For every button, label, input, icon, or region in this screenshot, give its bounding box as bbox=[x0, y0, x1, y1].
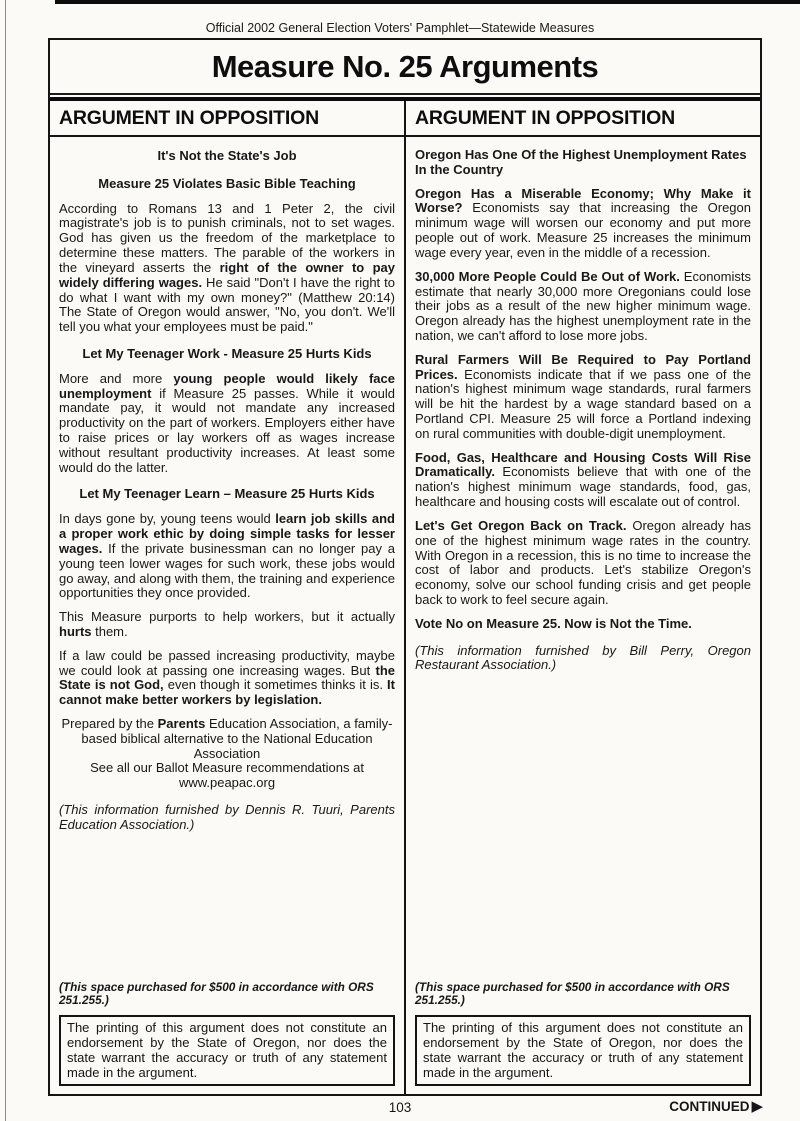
right-paragraph-rural-farmers bbox=[415, 353, 751, 442]
text-segment-bold: Let's Get Oregon Back on Track. bbox=[415, 517, 627, 533]
left-heading-teenager-learn: Let My Teenager Learn – Measure 25 Hurts Kids bbox=[79, 486, 375, 502]
text-segment-bold: Oregon Has a Miserable Economy; Why Make it Worse? bbox=[415, 185, 751, 216]
right-paragraph-miserable-economy bbox=[415, 187, 751, 261]
right-vote-no-line: Vote No on Measure 25. Now is Not the Time. bbox=[415, 615, 692, 631]
left-argument-header: ARGUMENT IN OPPOSITION bbox=[59, 107, 319, 129]
left-furnished-note: (This information furnished by Dennis R. Tuuri, Parents Education Association.) bbox=[59, 802, 395, 832]
left-heading-bible-teaching: Measure 25 Violates Basic Bible Teaching bbox=[98, 175, 356, 191]
text-segment: He said "Don't I have the right to do what I want with my own money?" (Matthew 20:14) The State of Oregon would answer, "No, you don't. We'll tell you what your employees must be paid." bbox=[59, 274, 395, 335]
continued-label: CONTINUED bbox=[669, 1099, 750, 1114]
text-segment-bold: hurts bbox=[59, 623, 92, 639]
text-segment: if Measure 25 passes. While it would mandate pay, it would not mandate any increased productivity on the part of workers. Employers either have to raise prices or lay workers off as wages increase without resultant productivity increases. At least some would do the latter. bbox=[59, 385, 395, 475]
right-paragraph-back-on-track bbox=[415, 519, 751, 608]
text-segment-bold: the State is not God, bbox=[59, 662, 395, 693]
left-header-rule bbox=[50, 135, 404, 137]
left-paragraph-romans bbox=[59, 202, 395, 335]
left-purchase-note: (This space purchased for $500 in accordance with ORS 251.255.) bbox=[59, 979, 374, 1008]
right-heading-unemployment-rates: Oregon Has One Of the Highest Unemployment Rates In the Country bbox=[415, 147, 747, 177]
continued-indicator bbox=[669, 1099, 763, 1114]
right-disclaimer-box: The printing of this argument does not constitute an endorsement by the State of Oregon, nor does the state warrant the accuracy or truth of any statement made in the argument. bbox=[415, 1015, 751, 1086]
continued-right-arrow-icon: ▶ bbox=[751, 1098, 763, 1115]
text-segment: According to Romans 13 and 1 Peter 2, the civil magistrate's job is to punish criminals, not to set wages. God has given us the freedom of the marketplace to determine these matters. The parable of the workers in the vineyard asserts the bbox=[59, 200, 395, 275]
argument-column-left bbox=[50, 101, 404, 1094]
left-bottom-group bbox=[59, 981, 395, 1086]
text-segment: If the private businessman can no longer pay a young teen lower wages for such work, these jobs would go away, and along with them, the training and experience opportunities they once provided. bbox=[59, 540, 395, 601]
text-segment: Economists believe that with one of the nation's highest minimum wage standards, food, gas, healthcare and housing costs will escalate out of control. bbox=[415, 464, 751, 510]
text-segment: Education Association, a family-based biblical alternative to the National Education Association bbox=[81, 716, 393, 761]
text-segment: Economists estimate that nearly 30,000 more Oregonians could lose their jobs as a result of the new higher minimum wage. Oregon already has the highest unemployment rate in the nation, we can't afford to lose more jobs. bbox=[415, 268, 751, 343]
right-paragraph-30000-jobs bbox=[415, 270, 751, 344]
left-heading-states-job: It's Not the State's Job bbox=[157, 148, 297, 163]
scan-artifact-top-bar bbox=[55, 0, 800, 4]
right-header-rule bbox=[406, 135, 760, 137]
text-segment-bold: 30,000 More People Could Be Out of Work. bbox=[415, 268, 680, 284]
text-segment-bold: Food, Gas, Healthcare and Housing Costs Will Rise Dramatically. bbox=[415, 449, 751, 480]
measure-arguments-box bbox=[48, 38, 762, 1096]
text-segment: them. bbox=[91, 623, 128, 639]
title-separator-thin bbox=[50, 93, 760, 95]
text-segment: Oregon already has one of the highest minimum wage rates in the country. With Oregon in a recession, this is no time to increase the cost of labor and products. Let's stabilize Oregon's economy, solve our school funding crisis and get people back to work to feel secure again. bbox=[415, 517, 751, 607]
title-band bbox=[50, 40, 760, 90]
text-segment-bold: young people would likely face unemployment bbox=[59, 370, 395, 401]
left-paragraph-unemployment bbox=[59, 372, 395, 476]
left-heading-teenager-work: Let My Teenager Work - Measure 25 Hurts Kids bbox=[82, 345, 372, 361]
pamphlet-running-header: Official 2002 General Election Voters' Pamphlet—Statewide Measures bbox=[205, 21, 595, 35]
text-segment: Prepared by the bbox=[61, 716, 158, 731]
scan-artifact-left-edge bbox=[5, 0, 6, 1121]
page-title: Measure No. 25 Arguments bbox=[211, 49, 599, 84]
right-bottom-group bbox=[415, 981, 751, 1086]
left-website-text: www.peapac.org bbox=[178, 775, 276, 791]
text-segment: Economists say that increasing the Oregon minimum wage will worsen our economy and put more people out of work. Measure 25 increases the minimum wage every year, even in the middle of a recession. bbox=[415, 200, 751, 260]
left-paragraph-prepared-by bbox=[59, 717, 395, 761]
right-paragraph-costs-rise bbox=[415, 451, 751, 510]
left-disclaimer-box: The printing of this argument does not constitute an endorsement by the State of Oregon, nor does the state warrant the accuracy or truth of any statement made in the argument. bbox=[59, 1015, 395, 1086]
left-paragraph-job-skills bbox=[59, 512, 395, 601]
right-purchase-note: (This space purchased for $500 in accordance with ORS 251.255.) bbox=[415, 979, 730, 1008]
text-segment: More and more bbox=[59, 370, 174, 386]
text-segment: even though it sometimes thinks it is. bbox=[163, 677, 388, 693]
left-paragraph-state-not-god bbox=[59, 649, 395, 708]
right-furnished-note: (This information furnished by Bill Perry, Oregon Restaurant Association.) bbox=[415, 642, 751, 673]
argument-column-right bbox=[404, 101, 760, 1094]
left-paragraph-recommendations: See all our Ballot Measure recommendations at bbox=[90, 760, 364, 776]
text-segment-bold: right of the owner to pay widely differing wages. bbox=[59, 259, 395, 290]
page-number: 103 bbox=[388, 1100, 412, 1115]
text-segment: Economists indicate that if we pass one of the nation's highest minimum wage standards, rural farmers will be hit the hardest by a wage standard based on a Portland CPI. Measure 25 will force a Portland indexing on rural communities with double-digit unemployment. bbox=[415, 366, 751, 441]
text-segment: If a law could be passed increasing productivity, maybe we could look at passing one increasing wages. But bbox=[59, 647, 395, 678]
right-argument-header: ARGUMENT IN OPPOSITION bbox=[415, 107, 675, 129]
argument-columns bbox=[50, 101, 760, 1094]
left-paragraph-hurts bbox=[59, 610, 395, 640]
text-segment-bold: Parents bbox=[157, 716, 206, 731]
text-segment-bold: It cannot make better workers by legislation. bbox=[59, 677, 395, 708]
text-segment-bold: learn job skills and a proper work ethic by doing simple tasks for lesser wages. bbox=[59, 511, 395, 556]
text-segment-bold: Rural Farmers Will Be Required to Pay Portland Prices. bbox=[415, 351, 751, 382]
text-segment: This Measure purports to help workers, but it actually bbox=[59, 609, 395, 625]
text-segment: In days gone by, young teens would bbox=[59, 511, 276, 527]
